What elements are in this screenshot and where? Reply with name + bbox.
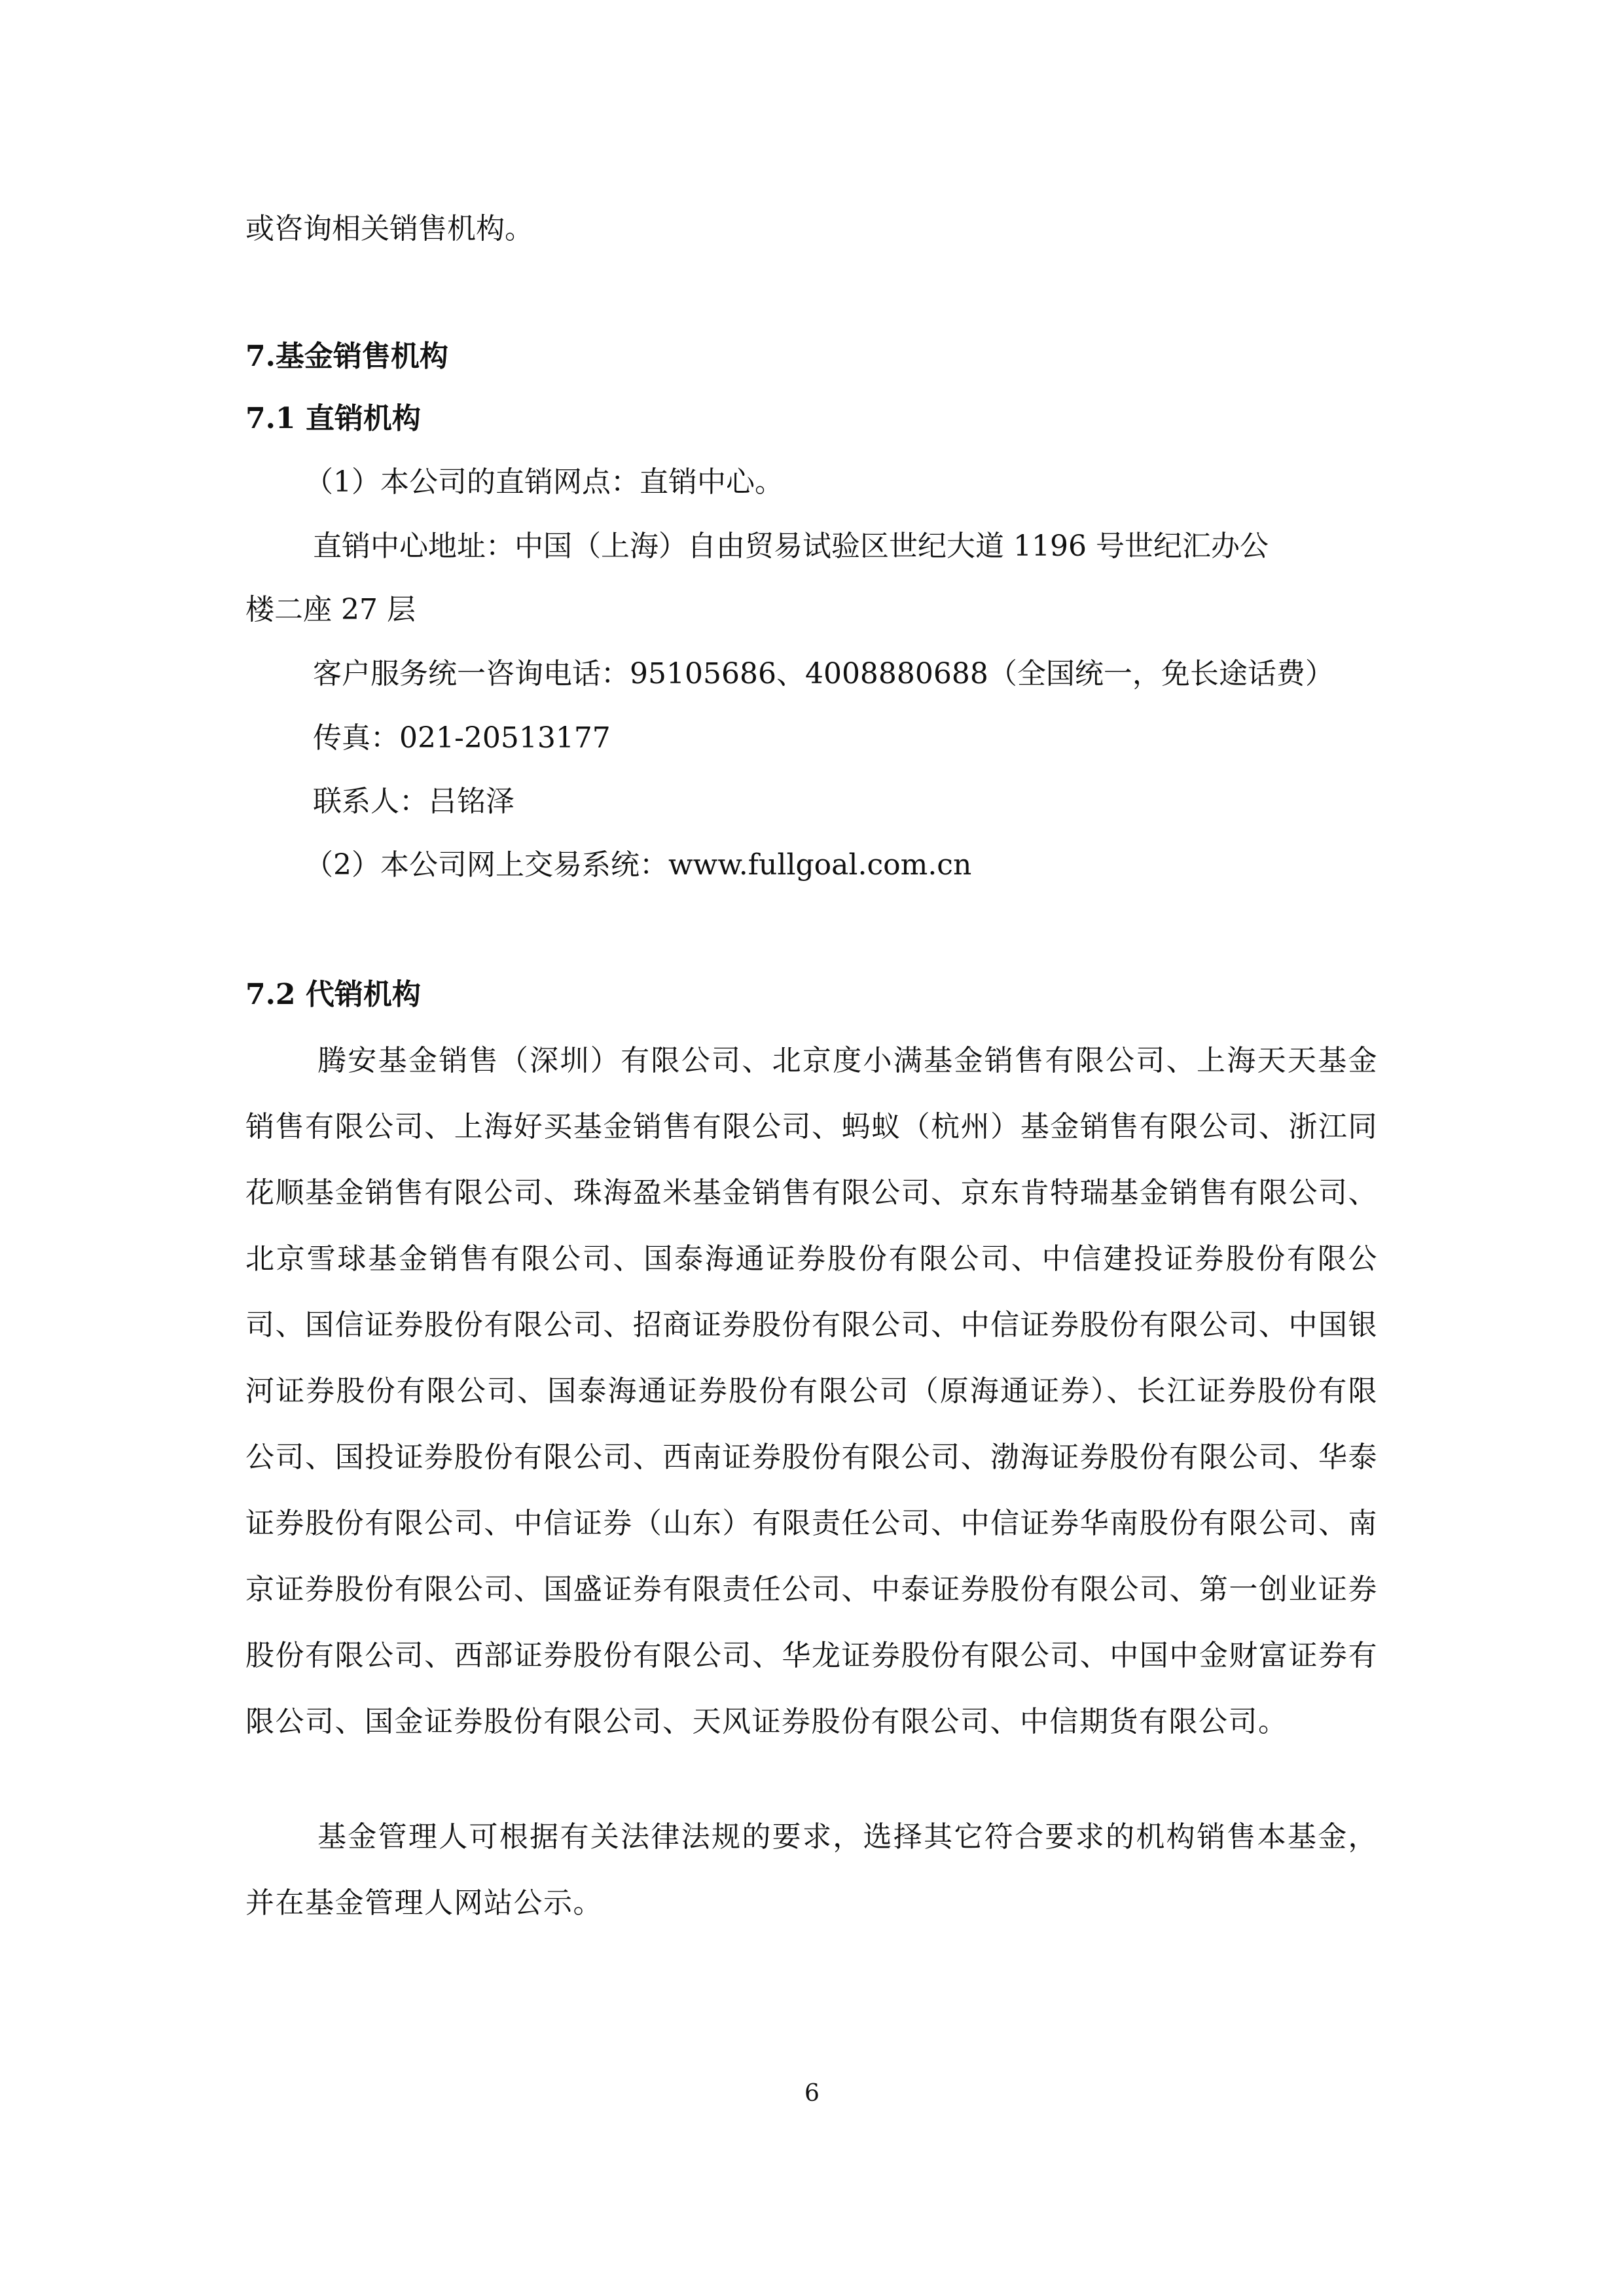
contact-person: 联系人：吕铭泽: [313, 785, 514, 818]
page-number: 6: [804, 2080, 820, 2107]
online-trading-system: （2）本公司网上交易系统：www.fullgoal.com.cn: [304, 848, 972, 882]
continuation-text: 或咨询相关销售机构。: [245, 212, 533, 245]
direct-sales-point: （1）本公司的直销网点：直销中心。: [304, 465, 784, 499]
customer-service-phone: 客户服务统一咨询电话：95105686、4008880688（全国统一，免长途话费）: [313, 657, 1334, 691]
section-7-heading: 7.基金销售机构: [245, 340, 448, 373]
direct-sales-address-line1: 直销中心地址：中国（上海）自由贸易试验区世纪大道 1196 号世纪汇办公: [313, 529, 1269, 563]
agent-institutions-paragraph: 腾安基金销售（深圳）有限公司、北京度小满基金销售有限公司、上海天天基金销售有限公司、上海好买基金销售有限公司、蚂蚁（杭州）基金销售有限公司、浙江同花顺基金销售有限公司、珠海盈米基金销售有限公司、京东肯特瑞基金销售有限公司、北京雪球基金销售有限公司、国泰海通证券股份有限公司、中信建投证券股份有限公司、国信证券股份有限公司、招商证券股份有限公司、中信证券股份有限公司、中国银河证券股份有限公司、国泰海通证券股份有限公司（原海通证券）、长江证券股份有限公司、国投证券股份有限公司、西南证券股份有限公司、渤海证券股份有限公司、华泰证券股份有限公司、中信证券（山东）有限责任公司、中信证券华南股份有限公司、南京证券股份有限公司、国盛证券有限责任公司、中泰证券股份有限公司、第一创业证券股份有限公司、西部证券股份有限公司、华龙证券股份有限公司、中国中金财富证券有限公司、国金证券股份有限公司、天风证券股份有限公司、中信期货有限公司。: [245, 1044, 1378, 1738]
section-7-1-heading: 7.1 直销机构: [245, 402, 421, 435]
section-7-2-heading: 7.2 代销机构: [245, 978, 421, 1011]
fax-number: 传真：021-20513177: [313, 721, 611, 755]
fund-manager-note-paragraph: 基金管理人可根据有关法律法规的要求，选择其它符合要求的机构销售本基金，并在基金管理人网站公示。: [245, 1820, 1378, 1920]
direct-sales-address-line2: 楼二座 27 层: [245, 593, 416, 626]
